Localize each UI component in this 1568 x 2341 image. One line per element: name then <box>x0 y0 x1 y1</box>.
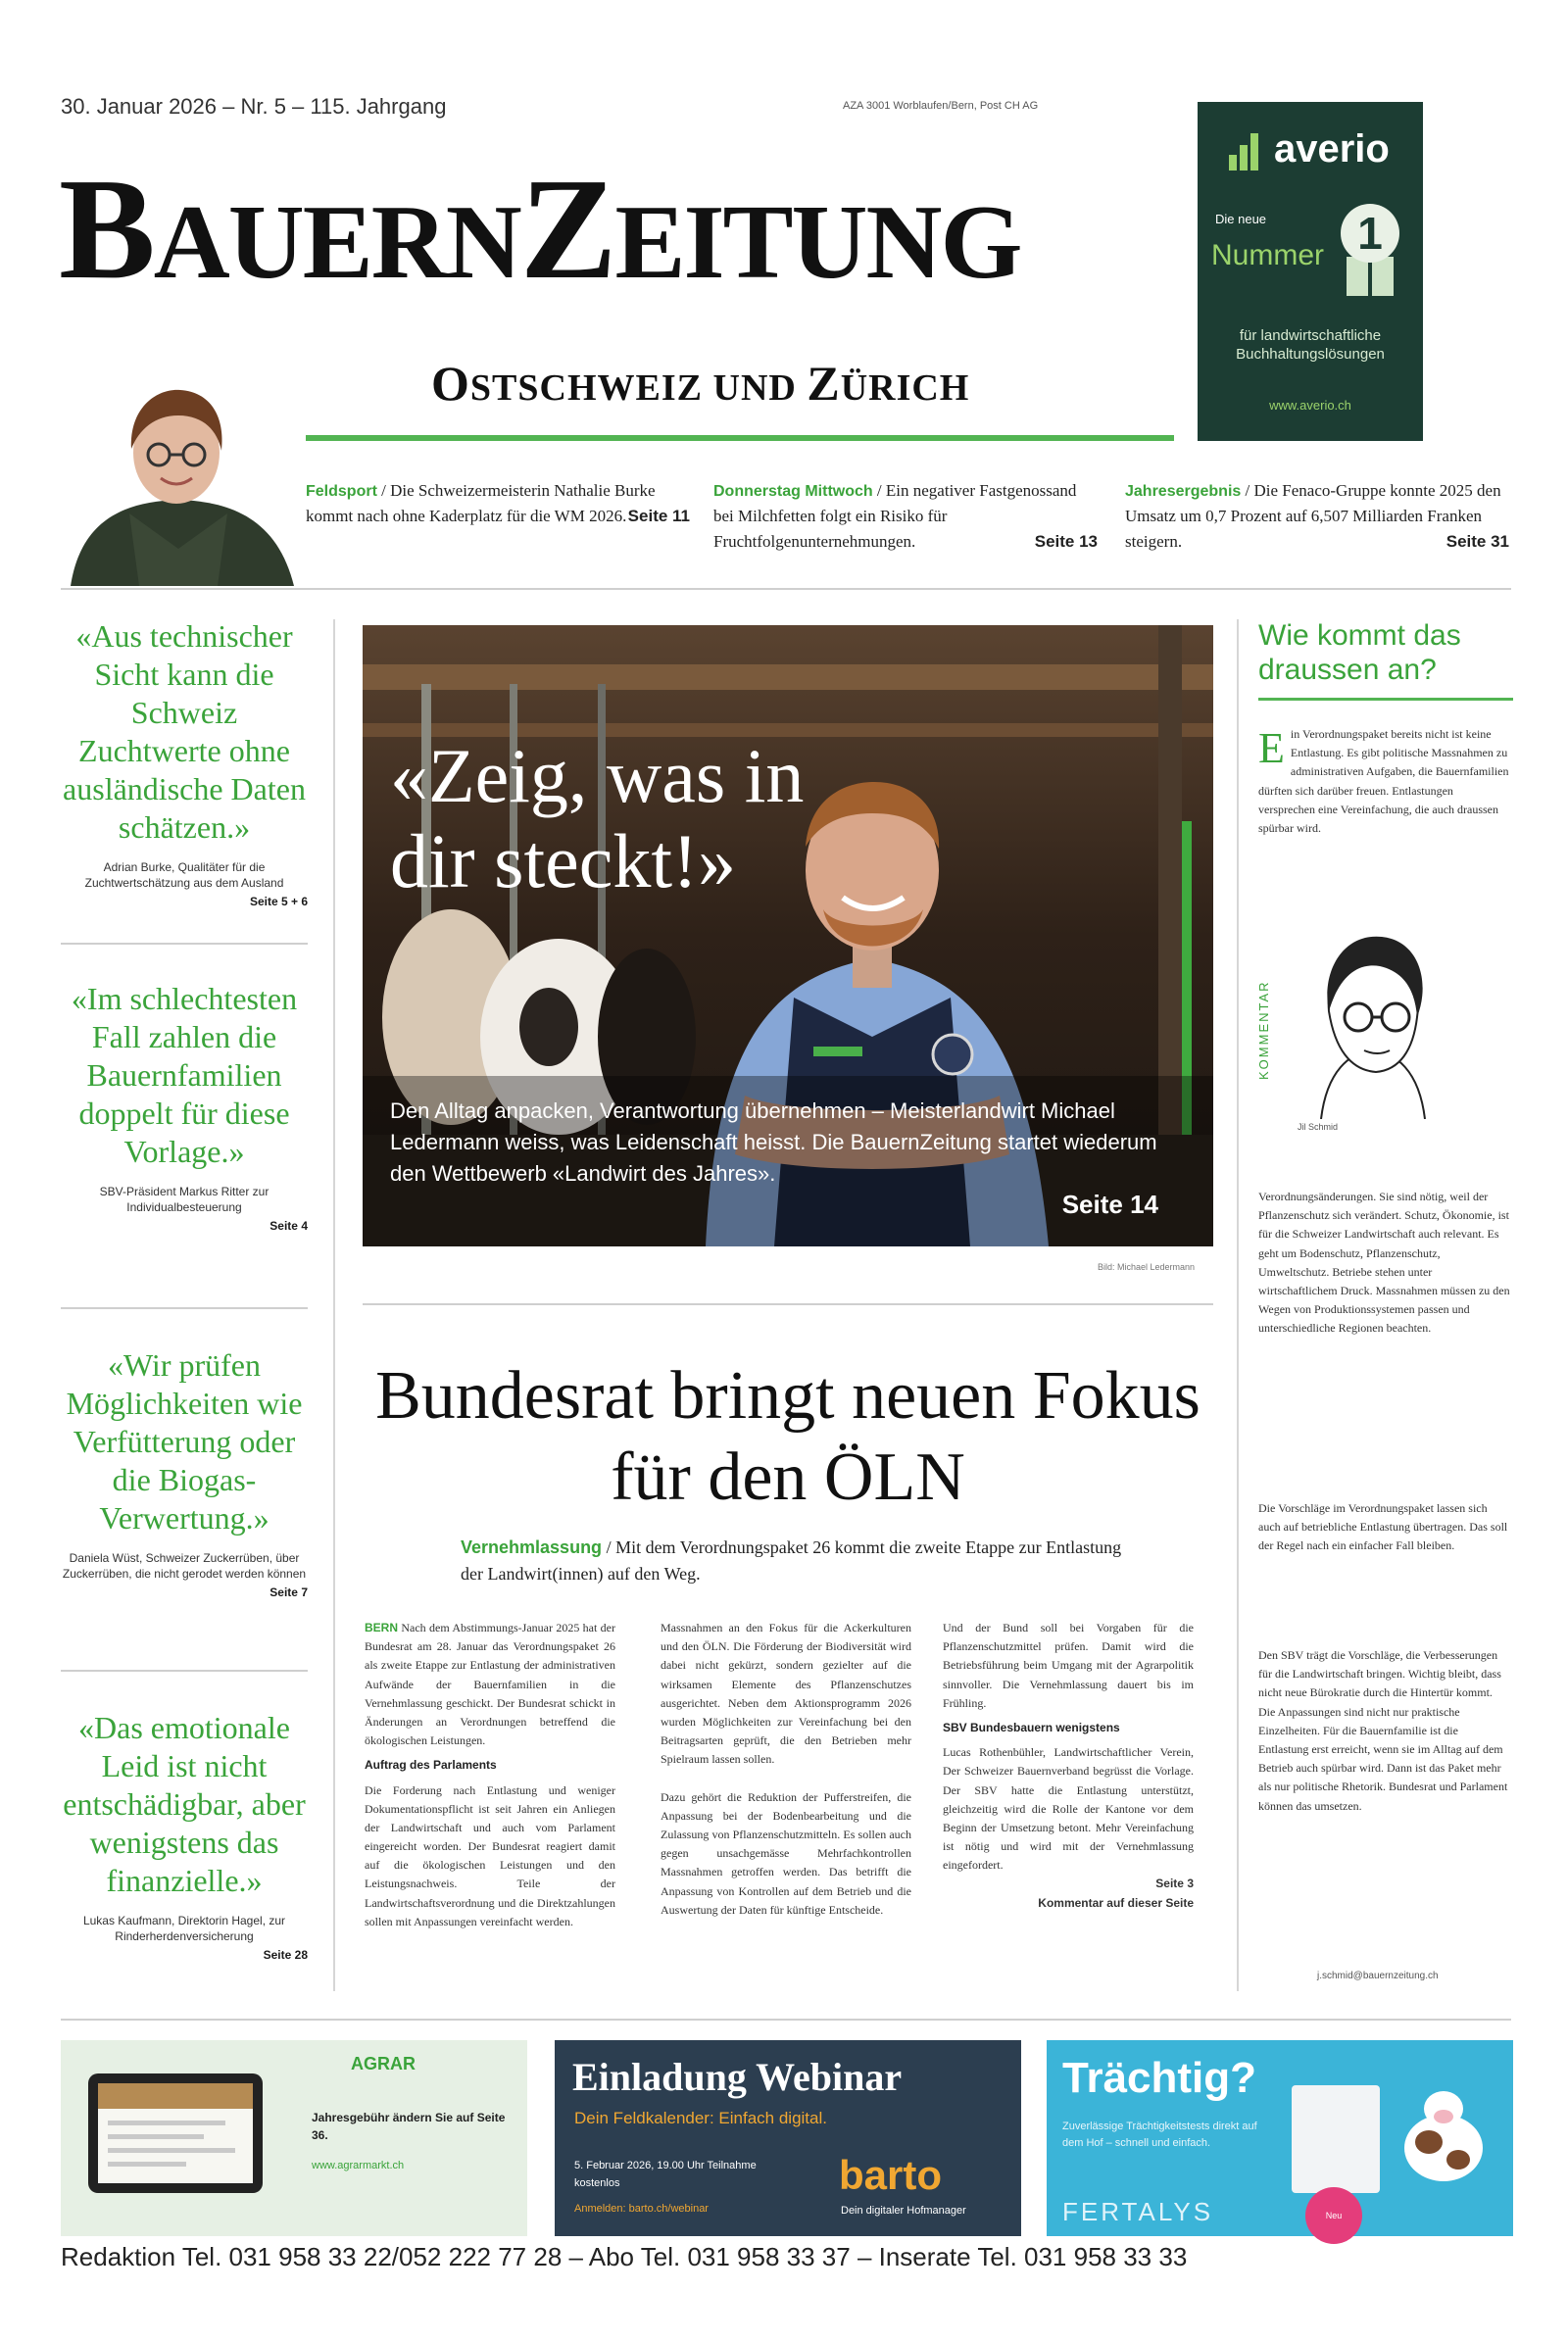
averio-brand: averio <box>1274 127 1390 171</box>
comment-text: Den SBV trägt die Vorschläge, die Verbesserungen für die Landwirtschaft bringen. Wichtig bleibt, dass nicht neue Bürokratie durch die Hintertür kommt. Die Anpassungen sind nicht nur praktische Einzelheiten. Für die Bauernfamilie ist die Entlastung erst erreicht, wenn sie im Alltag auf dem Betrieb auch spürbar wird. Dann ist das Paket mehr als nur politische Rhetorik. Bundesrat und Parlament können das umsetzen. <box>1258 1648 1508 1813</box>
author-email[interactable]: j.schmid@bauernzeitung.ch <box>1317 1971 1439 1981</box>
barto-logo: barto <box>839 2152 942 2198</box>
quote-divider <box>61 1670 308 1672</box>
subheading: Auftrag des Parlaments <box>365 1758 497 1773</box>
teaser-kicker: Donnerstag Mittwoch <box>713 483 873 500</box>
continued-ref[interactable]: Seite 3 <box>1155 1877 1194 1891</box>
averio-ad[interactable] <box>1198 102 1423 441</box>
pull-quote: «Wir prüfen Möglichkeiten wie Verfütterung oder die Biogas-Verwertung.» <box>66 1347 303 1536</box>
product-box-icon <box>1292 2085 1380 2193</box>
comment-title-rule <box>1258 698 1513 701</box>
averio-claim: für landwirtschaftliche Buchhaltungslösungen <box>1236 327 1385 363</box>
section-divider <box>61 2019 1511 2021</box>
quote-attribution: Daniela Wüst, Schweizer Zuckerrüben, über Zuckerrüben, die nicht gerodet werden können <box>62 1551 307 1581</box>
agrar-text: Jahresgebühr ändern Sie auf Seite 36. <box>312 2111 506 2142</box>
pull-quote: «Das emotionale Leid ist nicht entschädigbar, aber wenigstens das finanzielle.» <box>63 1710 306 1899</box>
barto-date: 5. Februar 2026, 19.00 Uhr Teilnahme kostenlos <box>574 2160 757 2189</box>
contact-footer: Redaktion Tel. 031 958 33 22/052 222 77 28 – Abo Tel. 031 958 33 37 – Inserate Tel. 031 958 33 33 <box>61 2242 1188 2271</box>
subheading: SBV Bundesbauern wenigstens <box>943 1720 1120 1734</box>
postal-note: AZA 3001 Worblaufen/Bern, Post CH AG <box>843 100 1039 112</box>
averio-url[interactable]: www.averio.ch <box>1269 398 1351 413</box>
fertalys-badge: Neu <box>1305 2187 1362 2244</box>
teaser-item[interactable] <box>713 478 1098 554</box>
column-text: Nach dem Abstimmungs-Januar 2025 hat der Bundesrat am 28. Januar das Verordnungspaket 26 als zweite Etappe zur Entlastung der administrativen Aufwände der Bauernfamilien in die Vernehmlassung geschickt. Der Bundesrat schickt in Änderungen an Verordnungen betreffend die ökologischen Leistungen. <box>365 1621 615 1748</box>
teaser-text: / Ein negativer Fastgenossand bei Milchfetten folgt ein Risiko für Fruchtfolgenunternehmungen. <box>713 481 1077 551</box>
quote-box[interactable] <box>61 1346 308 1599</box>
teaser-item[interactable] <box>1125 478 1509 554</box>
masthead-letter: B <box>59 149 154 310</box>
barto-link[interactable]: Anmelden: barto.ch/webinar <box>574 2203 709 2215</box>
teaser-kicker: Jahresergebnis <box>1125 483 1242 500</box>
quote-attribution: SBV-Präsident Markus Ritter zur Individualbesteuerung <box>99 1185 270 1214</box>
masthead-letter: EITUNG <box>614 184 1021 301</box>
comment-intro <box>1258 725 1511 838</box>
quote-page-ref: Seite 7 <box>270 1585 308 1600</box>
teaser-kicker: Feldsport <box>306 483 377 500</box>
barto-webinar-ad[interactable] <box>555 2040 1021 2236</box>
author-name: Jil Schmid <box>1298 1122 1339 1132</box>
quote-page-ref: Seite 5 + 6 <box>249 895 308 909</box>
teaser-text: / Die Schweizermeisterin Nathalie Burke kommt nach ohne Kaderplatz für die WM 2026. <box>306 481 656 525</box>
section-divider <box>363 1303 1213 1305</box>
dek-text: / Mit dem Verordnungspaket 26 kommt die zweite Etappe zur Entlastung der Landwirt(innen) auf den Weg. <box>461 1537 1122 1584</box>
drop-cap: E <box>1258 724 1285 772</box>
quote-attribution: Lukas Kaufmann, Direktorin Hagel, zur Rinderherdenversicherung <box>82 1914 286 1943</box>
section-divider <box>61 588 1511 590</box>
hero-headline <box>390 733 804 904</box>
subtitle-part: ÜRICH <box>840 367 970 409</box>
barto-claim: Dein digitaler Hofmanager <box>841 2205 966 2217</box>
quote-box[interactable] <box>61 1709 308 1962</box>
comment-title[interactable]: Wie kommt das draussen an? <box>1258 619 1461 686</box>
quote-divider <box>61 943 308 945</box>
averio-die-neue: Die neue <box>1215 212 1267 226</box>
agrar-url[interactable]: www.agrarmarkt.ch <box>312 2160 405 2171</box>
column-text: Die Forderung nach Entlastung und weniger Dokumentationspflicht ist seit Jahren ein Anliegen der Landwirtschaft und auch vom Parlament eingereicht worden. Der Bundesrat reagiert damit auf die ökologischen Leistungen und den Leistungsnachweis. Teile der Landwirtschaftsverordnung und die Direktzahlungen sollen mit Anpassungen vereinfacht werden. <box>365 1782 615 1928</box>
hero-headline-line: «Zeig, was in <box>390 733 805 818</box>
kommentar-label <box>1252 927 1278 1084</box>
teaser-text: / Die Fenaco-Gruppe konnte 2025 den Umsatz um 0,7 Prozent auf 6,507 Milliarden Franken steigern. <box>1125 481 1501 551</box>
teaser-page-ref: Seite 13 <box>1034 531 1098 551</box>
photo-credit: Bild: Michael Ledermann <box>1098 1262 1196 1272</box>
teaser-page-ref: Seite 11 <box>627 507 690 525</box>
article-column <box>661 1619 911 1920</box>
cow-icon <box>1390 2079 1497 2197</box>
column-text: Massnahmen an den Fokus für die Ackerkulturen und den ÖLN. Die Förderung der Biodiversität wird dabei nicht gekürzt, sondern gezielter auf die wirksamen Elemente des Pflanzenschutzes ausgerichtet. Neben dem Aktionsprogramm 2026 wurden Möglichkeiten zur Vereinfachung bei den Beitragsarten geprüft, die den Betrieben mehr Spielraum lassen sollen. <box>661 1621 911 1767</box>
masthead[interactable] <box>59 149 1021 310</box>
comment-ref[interactable]: Kommentar auf dieser Seite <box>1038 1895 1194 1910</box>
subtitle-part: O <box>431 356 470 411</box>
quote-divider <box>61 1307 308 1309</box>
column-divider <box>1237 619 1239 1991</box>
bar-chart-icon <box>1229 131 1268 171</box>
masthead-letter: AUERN <box>153 184 520 301</box>
quote-page-ref: Seite 28 <box>263 1948 308 1963</box>
averio-logo <box>1217 123 1403 172</box>
article-column <box>943 1619 1194 1913</box>
quote-attribution: Adrian Burke, Qualitäter für die Zuchtwertschätzung aus dem Ausland <box>84 860 284 890</box>
fertalys-ad[interactable] <box>1047 2040 1513 2236</box>
pull-quote: «Aus technischer Sicht kann die Schweiz Zuchtwerte ohne ausländische Daten schätzen.» <box>63 618 306 846</box>
dek-kicker: Vernehmlassung <box>461 1537 603 1557</box>
hero-page-ref[interactable]: Seite 14 <box>1061 1190 1158 1219</box>
subtitle-part: STSCHWEIZ UND <box>469 367 808 409</box>
teaser-item[interactable] <box>306 478 690 529</box>
regional-subtitle <box>431 355 969 412</box>
barto-title: Einladung Webinar <box>572 2055 903 2099</box>
article-column <box>365 1619 615 1931</box>
comment-text: Verordnungsänderungen. Sie sind nötig, weil der Pflanzenschutz sich verändert. Schutz, Ökonomie, ist für die Schweizer Landwirtschaft auch relevant. Es geht um Bodenschutz, Pflanzenschutz, Umweltschutz. Betriebe stehen unter wirtschaftlichem Druck. Massnahmen müssen zu den Wegen von Produktionssystemen passen und unterschiedliche Regionen beachten. <box>1258 1190 1510 1336</box>
column-text: Und der Bund soll bei Vorgaben für die Pflanzenschutzmittel prüfen. Damit wird die Betriebsführung beim Umgang mit der Agrarpolitik sinnvoller. Die Vernehmlassung dauert bis im Frühling. <box>943 1621 1194 1710</box>
kommentar-label-text: KOMMENTAR <box>1256 980 1271 1080</box>
header-divider <box>306 435 1174 441</box>
fertalys-title: Trächtig? <box>1062 2054 1257 2102</box>
dateline: BERN <box>365 1621 399 1634</box>
column-divider <box>333 619 335 1991</box>
comment-text: in Verordnungspaket bereits nicht ist keine Entlastung. Es gibt politische Massnahmen zu administrativen Aufgaben, die Bauernfamilien dürften sich darüber freuen. Entlastungen versprechen eine Vereinfachung, die auch draussen spürbar wird. <box>1258 727 1509 835</box>
masthead-letter: Z <box>519 149 615 310</box>
main-dek <box>461 1535 1147 1587</box>
tablet-icon <box>88 2073 263 2193</box>
teaser-portrait-photo <box>61 376 296 586</box>
issue-date-line: 30. Januar 2026 – Nr. 5 – 115. Jahrgang <box>61 94 447 119</box>
agrar-brand: AGRAR <box>351 2054 416 2073</box>
averio-nummer: Nummer <box>1211 239 1325 271</box>
pull-quote: «Im schlechtesten Fall zahlen die Bauernfamilien doppelt für diese Vorlage.» <box>71 981 298 1170</box>
main-headline[interactable]: Bundesrat bringt neuen Fokus für den ÖLN <box>375 1358 1200 1515</box>
hero-headline-line: dir steckt!» <box>390 818 737 904</box>
fertalys-text: Zuverlässige Trächtigkeitstests direkt auf dem Hof – schnell und einfach. <box>1062 2121 1257 2149</box>
subtitle-part: Z <box>807 356 841 411</box>
quote-page-ref: Seite 4 <box>270 1219 308 1234</box>
fertalys-brand: FERTALYS <box>1062 2197 1214 2226</box>
agrar-ad[interactable] <box>61 2040 527 2236</box>
hero-photo[interactable] <box>363 625 1213 1246</box>
column-text: Lucas Rothenbühler, Landwirtschaftlicher Verein, Der Schweizer Bauernverband begrüsst die Vorlage. Der SBV hatte die Entlastung unterstützt, gleichzeitig wird die Rolle der Kantone vor dem Beginn der Umsetzung betont. Mehr Vereinfachung ist nötig und wird mit der Vernehmlassung eingefordert. <box>943 1745 1194 1873</box>
rosette-badge-icon <box>1335 204 1405 298</box>
teaser-page-ref: Seite 31 <box>1446 531 1509 551</box>
comment-text: Die Vorschläge im Verordnungspaket lassen sich auch auf betriebliche Entlastung übertragen. Das soll der Regel nach ein einfacher Fall bleiben. <box>1258 1501 1508 1553</box>
badge-number: 1 <box>1341 204 1399 263</box>
barto-subtitle: Dein Feldkalender: Einfach digital. <box>574 2109 827 2127</box>
quote-box[interactable] <box>61 617 308 908</box>
quote-box[interactable] <box>61 980 308 1233</box>
hero-caption: Den Alltag anpacken, Verantwortung übernehmen – Meisterlandwirt Michael Ledermann weiss, was Leidenschaft heisst. Die BauernZeitung startet wiederum den Wettbewerb «Landwirt des Jahres». <box>390 1098 1157 1186</box>
author-sketch-portrait <box>1292 923 1448 1119</box>
column-text: Dazu gehört die Reduktion der Pufferstreifen, die Anpassung bei der Bodenbearbeitung und die Zulassung von Pflanzenschutzmitteln. Es sollen auch gegen unsachgemässe Mehrfachkontrollen Massnahmen getroffen werden. Das betrifft die Anpassung von Kontrollen auf dem Betrieb und die Auswertung der Daten für künftige Entscheide. <box>661 1789 911 1917</box>
